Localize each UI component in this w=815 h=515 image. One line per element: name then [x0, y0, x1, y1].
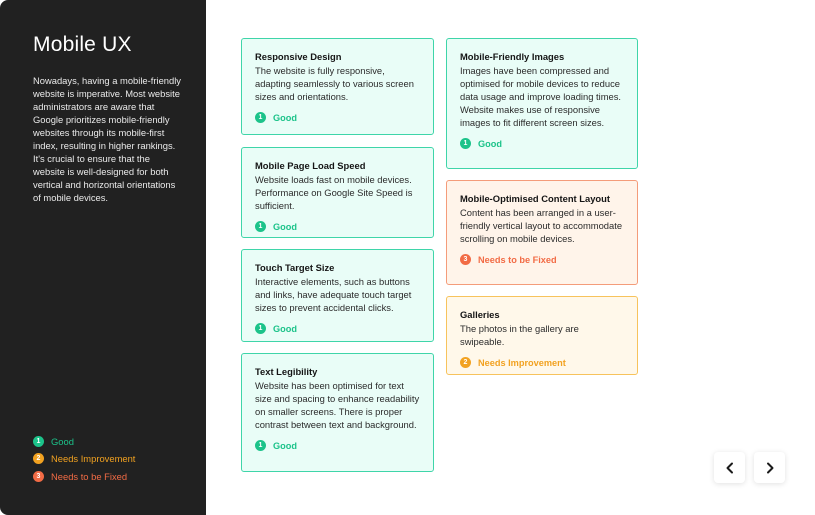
status-label: Good — [273, 221, 297, 232]
card-text: Images have been compressed and optimised for mobile devices to reduce data usage and improve loading times. Website makes use of responsive images to fit different screen sizes. — [460, 65, 622, 128]
card-title: Mobile-Friendly Images — [460, 51, 565, 62]
legend-label-good: Good — [51, 435, 74, 447]
previous-slide-button[interactable] — [714, 452, 745, 483]
card-title: Mobile-Optimised Content Layout — [460, 193, 610, 204]
legend-badge-needs-improvement: 2 — [33, 453, 44, 464]
status-badge — [255, 440, 420, 451]
chevron-left-icon — [724, 462, 736, 474]
card-text: Website has been optimised for text size and spacing to enhance readability on smaller screens. There is proper contrast between text and background. — [255, 380, 420, 430]
next-slide-button[interactable] — [754, 452, 785, 483]
status-number: 1 — [255, 221, 266, 232]
status-label: Good — [478, 138, 502, 149]
legend-label-needs-improvement: Needs Improvement — [51, 453, 136, 465]
sidebar — [0, 0, 206, 515]
status-badge — [460, 254, 624, 265]
card-mobile-optimised-content-layout — [446, 180, 638, 285]
card-title: Responsive Design — [255, 51, 342, 62]
card-title: Mobile Page Load Speed — [255, 160, 366, 171]
card-title: Galleries — [460, 309, 500, 320]
status-legend — [33, 435, 135, 488]
page-description: Nowadays, having a mobile-friendly website is imperative. Most website administrators are aware that Google prioritizes mobile-friendly websites through its mobile-first index, resulting in higher rankings. It's crucial to ensure that the website is well-designed for both vertical and horizontal orientations of mobile devices. — [33, 75, 181, 203]
card-title: Text Legibility — [255, 366, 318, 377]
card-text: Content has been arranged in a user-friendly vertical layout to accommodate scrolling on mobile devices. — [460, 207, 623, 244]
legend-item-good — [33, 435, 135, 447]
status-number: 1 — [255, 440, 266, 451]
status-number: 1 — [255, 112, 266, 123]
status-badge — [460, 357, 624, 368]
status-badge — [255, 112, 420, 123]
page-title: Mobile UX — [33, 33, 132, 56]
status-label: Needs Improvement — [478, 357, 566, 368]
status-label: Needs to be Fixed — [478, 254, 557, 265]
card-mobile-page-load-speed — [241, 147, 434, 238]
legend-label-needs-to-be-fixed: Needs to be Fixed — [51, 470, 128, 482]
card-text: The website is fully responsive, adapting seamlessly to various screen sizes and orientations. — [255, 65, 414, 102]
status-number: 2 — [460, 357, 471, 368]
chevron-right-icon — [764, 462, 776, 474]
status-badge — [255, 323, 420, 334]
status-number: 1 — [460, 138, 471, 149]
legend-badge-needs-to-be-fixed: 3 — [33, 471, 44, 482]
status-label: Good — [273, 440, 297, 451]
status-number: 1 — [255, 323, 266, 334]
card-galleries — [446, 296, 638, 375]
card-text-legibility — [241, 353, 434, 472]
card-text: The photos in the gallery are swipeable. — [460, 323, 579, 347]
status-badge — [460, 138, 624, 149]
legend-badge-good: 1 — [33, 436, 44, 447]
card-title: Touch Target Size — [255, 262, 335, 273]
card-responsive-design — [241, 38, 434, 135]
legend-item-needs-improvement — [33, 453, 135, 465]
card-text: Website loads fast on mobile devices. Performance on Google Site Speed is sufficient. — [255, 174, 413, 211]
status-number: 3 — [460, 254, 471, 265]
status-label: Good — [273, 112, 297, 123]
legend-item-needs-to-be-fixed — [33, 470, 135, 482]
status-label: Good — [273, 323, 297, 334]
card-text: Interactive elements, such as buttons and links, have adequate touch target sizes to prevent accidental clicks. — [255, 276, 412, 313]
card-mobile-friendly-images — [446, 38, 638, 169]
status-badge — [255, 221, 420, 232]
card-touch-target-size — [241, 249, 434, 342]
